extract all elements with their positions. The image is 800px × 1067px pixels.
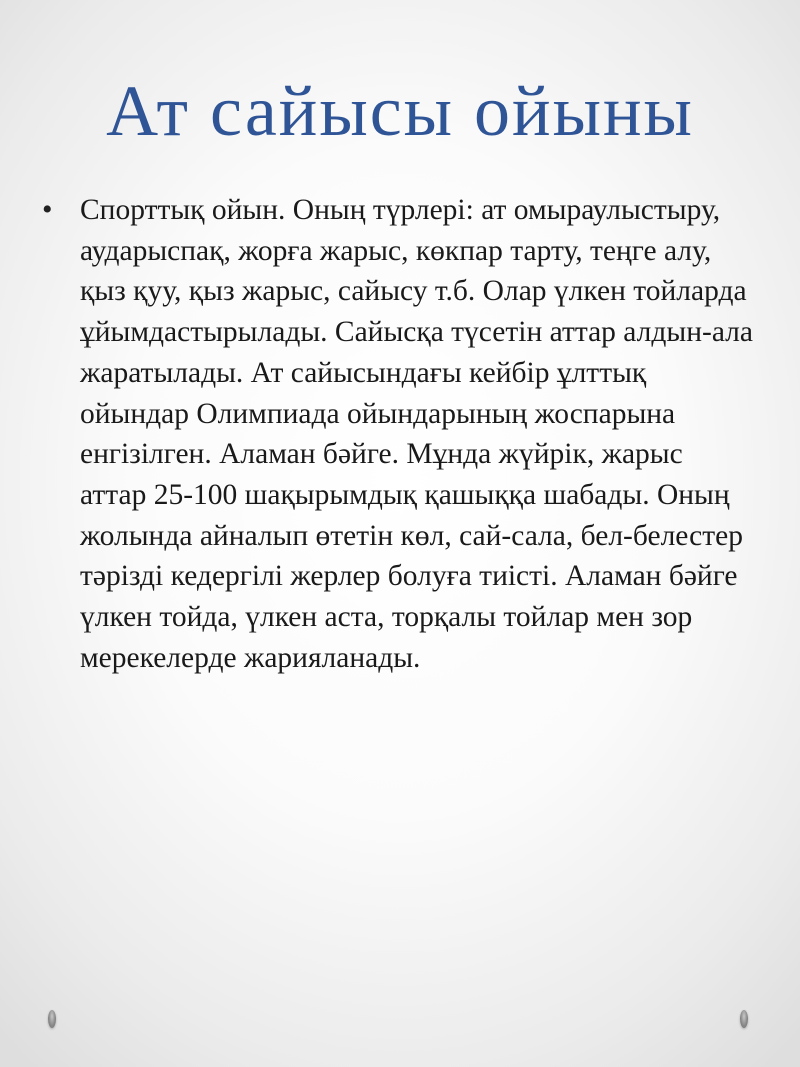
bullet-text: Спорттық ойын. Оның түрлері: ат омыраулыстыру, аударыспақ, жорға жарыс, көкпар тарту, теңге алу, қыз қуу, қыз жарыс, сайысу т.б. Олар үлкен тойларда ұйымдастырылады. Сайысқа түсетін аттар алдын-ала жаратылады. Ат сайысындағы кейбір ұлттық ойындар Олимпиада ойындарының жоспарына енгізілген. Аламан бәйге. Мұнда жүйрік, жарыс аттар 25-100 шақырымдық қашыққа шабады. Оның жолында айналып өтетін көл, сай-сала, бел-белестер тәрізді кедергілі жерлер болуға тиісті. Аламан бәйге үлкен тойда, үлкен аста, торқалы тойлар мен зор мерекелерде жарияланады.	[80, 194, 753, 674]
bullet-marker: •	[42, 193, 53, 226]
pin-decoration-left	[48, 1010, 56, 1028]
bullet-item	[42, 190, 754, 678]
bullet-list	[42, 190, 754, 678]
pin-decoration-right	[740, 1010, 748, 1028]
slide-title: Ат сайысы ойыны	[106, 71, 694, 151]
